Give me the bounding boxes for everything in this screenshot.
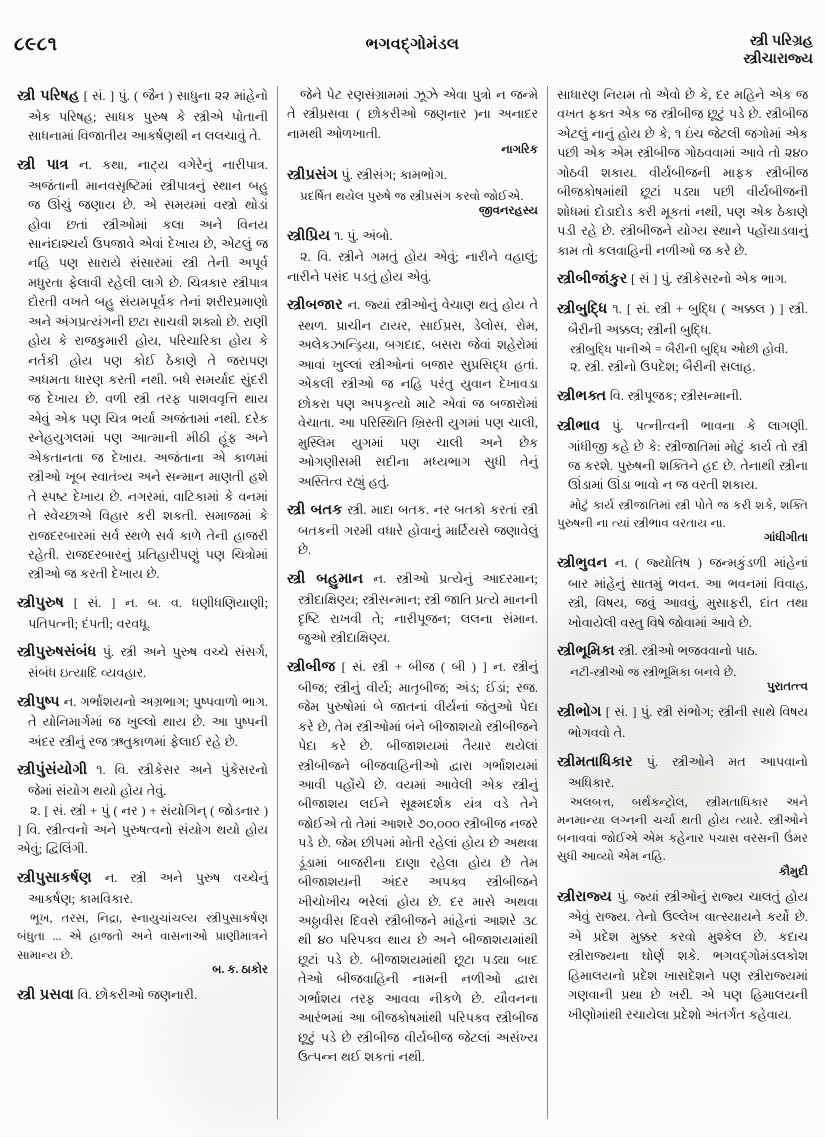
entry-headword: સ્ત્રીપુરુષસંબંધ	[17, 644, 97, 661]
entry-definition: પું. જ્યાં સ્ત્રીઓનું રાજ્ય ચાલતું હોય એવું રાજ્ય. તેનો ઉલ્લેખ વાત્સ્યાયને કર્યો છે. એ પ્રદેશ મુક્કર કરવો મુશ્કેલ છે. કદાચ સ્ત્રીરાજ્યના ઘોર્ણ શકે. ભગવદ્‌ગોમંડલકોશ હિમાલયનો પ્રદેશ ખાસદેશને પણ સ્ત્રીરાજ્યમાં ગણવાની પ્રથા છે ખરી. એ પણ હિમાલયની ખીણોમાંથી રચાયેલા પ્રદેશો અંતર્ગત કહેવાય.	[568, 889, 808, 1022]
entry-headword: સ્ત્રી પરિષહ	[17, 88, 80, 104]
citation-source: જીવનરહસ્ય	[478, 204, 538, 218]
citation-source: પુરાતત્ત્વ	[767, 680, 808, 694]
dictionary-entry	[557, 702, 808, 743]
entry-definition: પું. સ્ત્રી અને પુરુષ વચ્ચે સંસર્ગ, સંબંધ ઇત્યાદિ વ્યવહાર.	[28, 645, 268, 681]
entry-headword: સ્ત્રીપુષ્પ	[17, 693, 60, 710]
running-head	[0, 34, 825, 80]
entry-headword: સ્ત્રીપ્રસંગ	[287, 167, 338, 184]
entry-paragraph	[17, 86, 268, 147]
dictionary-entry	[557, 887, 808, 1026]
entry-headword: સ્ત્રીપુરુષ	[17, 594, 65, 611]
dictionary-entry	[557, 752, 808, 879]
text-column-3	[547, 86, 817, 1119]
entry-definition: [ સં. ] પું. ( જૈન ) સાધુના ૨૨ માંહેનો એક પરિષહ; સાધક પુરુષ કે સ્ત્રીએ પોતાની સાધનામાં વિજાતીય આકર્ષણથી ન લલચાવું તે.	[28, 89, 268, 144]
entry-sense-2: ૨. સ્ત્રી. સ્ત્રીનો ઉપદેશ; બૈરીની સલાહ.	[570, 360, 756, 375]
entry-citation: ભૂખ, તરસ, નિદ્રા, સ્નાયુચાંચલ્ય સ્ત્રીપુસાકર્ષણ બંધુતા ... એ હાજતો અને વાસનાઓ પ્રાણીમાત્રને સામાન્ય છે.	[17, 911, 268, 962]
entry-headword: સ્ત્રીબુદ્ધિ	[557, 300, 608, 317]
guide-word-last: સ્ત્રીચારાજ્ય	[743, 51, 813, 68]
text-body	[8, 86, 817, 1119]
entry-definition: સાધારણ નિયમ તો એવો છે કે, દર મહિને એક જ વખત ફક્ત એક જ સ્ત્રીબીજ છૂટું પડે છે. સ્ત્રીબીજ એટલું નાનું હોય છે કે, ૧ ઇંચ જેટલી જગોમાં એક પછી એક એમ સ્ત્રીબીજ ગોઠવવામાં આવે તો ૨૪૦ ગોઠવી શકાય. વીર્યબીજની માફક સ્ત્રીબીજ બીજકોષમાંથી છૂટાં પડ્યા પછી વીર્યબીજની શોધમાં દોડાદોડ કરી મૂકતાં નથી, પણ એક ઠેકાણે પડી રહે છે. સ્ત્રીબીજને યોગ્ય સ્થાને પહોંચાડવાનું કામ તો કલવાહિની નળીઓ જ કરે છે.	[557, 88, 808, 258]
entry-headword: સ્ત્રીપુંસંયોગી	[17, 762, 88, 779]
entry-paragraph	[557, 887, 808, 1026]
dictionary-entry	[287, 657, 538, 1068]
entry-definition: ૧. [ સં. સ્ત્રી + બુદ્ધિ ( અક્કલ ) ] સ્ત્રી. બૈરીની અક્કલ; સ્ત્રીની બુદ્ધિ.	[568, 301, 808, 337]
entry-headword: સ્ત્રીબીજ	[287, 658, 336, 675]
dictionary-entry	[557, 386, 808, 408]
entry-citation: અલબત્ત, બર્થકન્ટ્રોલ, સ્ત્રીમતાધિકાર અને મનમાન્યા લગ્નની ચર્ચા થતી હોય ત્યારે. સ્ત્રીઓને બનાવવાં જોઈએ એમ કહેનાર પચાસ વરસની ઉંમર સુધી આવ્યો એમ નહિ.	[557, 795, 808, 864]
entry-paragraph	[287, 500, 538, 561]
entry-definition: ન. ગર્ભાશયનો અગ્રભાગ; પુષ્પવાળો ભાગ. તે યોનિમાર્ગમાં જ ખુલ્લો થાય છે. આ પુષ્પની અંદર સ્ત્રીનું રજ ઋતુકાળમાં ફેલાઈ રહે છે.	[28, 694, 268, 749]
entry-paragraph	[287, 569, 538, 649]
entry-headword: સ્ત્રીભૂમિકા	[557, 643, 615, 660]
entry-headword: સ્ત્રીભક્ત	[557, 387, 607, 404]
entry-paragraph	[17, 155, 268, 585]
entry-definition: [ સં. ] પું. સ્ત્રી સંભોગ; સ્ત્રીની સાથે વિષય ભોગવવો તે.	[568, 705, 808, 741]
entry-paragraph	[17, 760, 268, 801]
dictionary-entry	[557, 641, 808, 694]
entry-citation: નટી-સ્ત્રીઓ જ સ્ત્રીભૂમિકા બનવે છે.	[570, 665, 737, 680]
dictionary-entry	[17, 985, 268, 1007]
entry-headword: સ્ત્રી બહુમાન	[287, 570, 364, 587]
entry-headword: સ્ત્રીબજાર	[287, 297, 343, 314]
dictionary-entry	[17, 86, 268, 147]
entry-paragraph	[287, 226, 538, 248]
dictionary-entry-continued	[287, 86, 538, 157]
dictionary-entry	[17, 642, 268, 683]
dictionary-entry	[17, 868, 268, 977]
entry-headword: સ્ત્રીમતાધિકાર	[557, 753, 633, 770]
entry-definition: [ સં. ] ન. બ. વ. ધણીધણિયાણી; પતિપત્ની; દંપતી; વરવધૂ.	[28, 595, 268, 631]
entry-definition: સ્ત્રી. માદા બતક. નર બતકો કરતાં સ્ત્રી બતકની ગરમી વધારે હોવાનું માર્ટિયસે જણાવેલું છે.	[298, 502, 538, 558]
entry-paragraph	[557, 702, 808, 743]
dictionary-entry	[557, 269, 808, 291]
entry-definition: પું. સ્ત્રીઓને મત આપવાનો અધિકાર.	[568, 754, 808, 790]
dictionary-entry	[287, 165, 538, 218]
entry-definition: ન. સ્ત્રીઓ પ્રત્યેનું આદરમાન; સ્ત્રીદાક્ષિણ્ય; સ્ત્રીસન્માન; સ્ત્રી જાતિ પ્રત્યે માનની દૃષ્ટિ રાખવી તે; નારીપૂજન; લલના સંમાન. જુઓ સ્ત્રીદાક્ષિણ્ય.	[298, 571, 538, 646]
entry-citation: સ્ત્રીબુદ્ધિ પાનીએ = બૈરીની બુદ્ધિ ઓછી હોવી.	[570, 342, 789, 357]
entry-paragraph	[557, 641, 808, 663]
dictionary-entry	[287, 569, 538, 649]
entry-definition: વિ. છોકરીઓ જણનારી.	[73, 987, 198, 1002]
entry-paragraph	[557, 752, 808, 793]
entry-definition: [ સં. સ્ત્રી + બીજ ( બી ) ] ન. સ્ત્રીનું બીજ; સ્ત્રીનું વીર્ય; માતૃબીજ; અંડ; ઈંડાં; રજ. જેમ પુરુષોમાં બે જાતનાં વીર્યનાં જંતુઓ પેદા કરે છે, તેમ સ્ત્રીઓમાં બંને બીજાશયો સ્ત્રીબીજને પેદા કરે છે. બીજાશયમાં તૈયાર થયેલાં સ્ત્રીબીજને બીજવાહિનીઓ દ્વારા ગર્ભાશયમાં આવી પહોંચે છે. વયમાં આવેલી એક સ્ત્રીનું બીજાશય લઈને સૂક્ષ્મદર્શક યંત્ર વડે તેને જોઈએ તો તેમાં આશરે ૭૦,૦૦૦ સ્ત્રીબીજ નજરે પડે છે. જેમ છીપમાં મોતી રહેલાં હોય છે અથવા ડૂંડામાં બાજરીના દાણા રહેલા હોય છે તેમ બીજાશયની અંદર અપક્વ સ્ત્રીબીજને ખીચોખીચ ભરેલાં હોય છે. દર માસે અથવા અઠ્ઠાવીસ દિવસે સ્ત્રીબીજને માંહેનાં આશરે ૩૮ થી ૪૦ પરિપક્વ થાય છે અને બીજાશયમાંથી છૂટાં પડે છે. બીજાશયમાંથી છૂટા પડ્યા બાદ તેઓ બીજવાહિની નામની નળીઓ દ્વારા ગર્ભાશય તરફ આવવા નીકળે છે. યૌવનના આરંભમાં આ બીજકોષમાંથી પરિપક્વ સ્ત્રીબીજ છૂટું પડે છે સ્ત્રીબીજ વીર્યબીજ જેટલાં અસંખ્ય ઉત્પન્ન થઈ શકતાં નથી.	[298, 659, 538, 1065]
entry-citation: મોટું કાર્ય સ્ત્રીજાતિમાં સ્ત્રી પોતે જ કરી શકે, શક્તિ પુરુષની ના ત્યાં સ્ત્રીભાવ વરતાય ના.	[557, 497, 808, 530]
dictionary-entry	[557, 299, 808, 378]
entry-paragraph	[557, 299, 808, 340]
entry-headword: સ્ત્રીભાવ	[557, 417, 600, 434]
dictionary-entry-continued	[557, 86, 808, 261]
citation-source: કૌમુદી	[778, 864, 808, 878]
entry-definition: ન. જ્યાં સ્ત્રીઓનું વેચાણ થતું હોય તે સ્થળ. પ્રાચીન ટાયર, સાઈપ્રસ, ડેલોસ, રોમ, અલેકઝાન્ડ્રિયા, બગદાદ, બસરા જેવાં શહેરોમાં આવાં ખુલ્લાં સ્ત્રીઓનાં બજાર સુપ્રસિદ્ધ હતાં. એકલી સ્ત્રીઓ જ નહિ પરંતુ યુવાન દેખાવડા છોકરા પણ અપકૃત્યો માટે એવાં જ બજારોમાં વેચાતા. આ પરિસ્થિતિ ખ્રિસ્તી યુગમાં પણ ચાલી, મુસ્લિમ યુગમાં પણ ચાલી અને છેક ઓગણીસમી સદીના મધ્યભાગ સુધી તેનું અસ્તિત્વ રહ્યું હતું.	[298, 298, 538, 489]
book-title: ભગવદ્‌ગોમંડલ	[365, 36, 460, 53]
dictionary-entry	[17, 155, 268, 585]
entry-definition: ન. કથા, નાટ્ય વગેરેનું નારીપાત્ર. અજંતાની માનવસૃષ્ટિમાં સ્ત્રીપાત્રનું સ્થાન બહુ જ ઊંચું જણાય છે. એ સમયમાં વસ્ત્રો થોડાં હોવા છતાં સ્ત્રીઓમાં કલા અને વિનય સાનંદાશ્ચર્ય ઉપજાવે એવાં દેખાય છે, એટલું જ નહિ પણ સારાયે સંસારમાં સ્ત્રી તેની અપૂર્વ મધુરતા ફેલાવી રહેલી લાગે છે. ચિત્રકાર સ્ત્રીપાત્ર દોરતી વખતે બહુ સંયમપૂર્વક તેનાં શરીરપ્રમાણો અને અંગપ્રત્યંગની છટા સાચવી શક્યો છે. રાણી હોય કે રાજકુમારી હોય, પરિચારિકા હોય કે નર્તકી હોય પણ કોઈ ઠેકાણે તે જરાપણ અધમતા ધારણ કરતી નથી. બધે સમર્યાદ સુંદરી જ દેખાય છે. વળી સ્ત્રી તરફ પાશવવૃત્તિ થાય એવું એક પણ ચિત્ર ભર્યા અજંતામાં નથી. દરેક સ્નેહયુગલમાં પણ આત્માની મીઠી હૂંફ અને એકતાનતા જ દેખાય. અજંતાના એ કાળમાં સ્ત્રીઓ ખૂબ સ્વાતંત્ર્ય અને સન્માન માણતી હશે તે સ્પષ્ટ દેખાય છે. નગરમાં, વાટિકામાં કે વનમાં તે સ્વેચ્છાએ વિહાર કરી શકતી. સમાજમાં કે રાજદરબારમાં સર્વ સ્થળે સર્વ કાળે તેની હાજરી રહેતી. રાજદરબારનું પ્રતિહારીપણું પણ ચિત્રોમાં સ્ત્રીઓ જ કરતી દેખાય છે.	[28, 157, 269, 582]
entry-definition: [ સં ] પું. સ્ત્રીકેસરનો એક ભાગ.	[627, 271, 788, 286]
entry-paragraph	[17, 868, 268, 909]
entry-headword: સ્ત્રીપ્રિય	[287, 228, 331, 245]
entry-headword: સ્ત્રીરાજ્ય	[557, 888, 612, 905]
dictionary-entry	[287, 295, 538, 492]
entry-headword: સ્ત્રીભુવન	[557, 555, 608, 572]
citation-source: ગાંધીગીતા	[764, 531, 808, 545]
entry-paragraph	[17, 985, 268, 1007]
text-column-1	[8, 86, 277, 1119]
entry-headword: સ્ત્રી પ્રસવા	[17, 986, 74, 1003]
entry-headword: સ્ત્રીબીજાંકુર	[557, 270, 628, 287]
entry-definition: ૧. વિ. સ્ત્રીકેસર અને પુંકેસરનો જેમાં સંયોગ થયો હોય તેવું.	[28, 763, 268, 799]
dictionary-entry	[287, 226, 538, 287]
dictionary-entry	[557, 416, 808, 545]
dictionary-entry	[17, 692, 268, 753]
entry-paragraph	[557, 416, 808, 496]
entry-headword: સ્ત્રીપુસાકર્ષણ	[17, 869, 92, 886]
entry-definition: વિ. સ્ત્રીપૂજક; સ્ત્રીસન્માની.	[606, 388, 743, 403]
entry-paragraph	[287, 165, 538, 187]
entry-paragraph	[287, 657, 538, 1068]
entry-headword: સ્ત્રી બતક	[287, 501, 343, 518]
entry-paragraph	[17, 642, 268, 683]
dictionary-entry	[17, 760, 268, 860]
dictionary-entry	[17, 593, 268, 634]
entry-headword: સ્ત્રી પાત્ર	[17, 156, 69, 173]
entry-definition: જેને પેટ રણસંગ્રામમાં ઝૂઝે એવા પુત્રો ન જન્મે તે સ્ત્રીપ્રસવા ( છોકરીઓ જણનાર )ના અનાદર નામથી ઓળખાતી.	[287, 88, 538, 141]
entry-headword: સ્ત્રીભોગ	[557, 704, 602, 721]
dictionary-entry	[557, 553, 808, 633]
text-column-2	[277, 86, 547, 1119]
entry-definition: પું. સ્ત્રીસંગ; કામભોગ.	[337, 168, 447, 183]
entry-paragraph	[17, 692, 268, 753]
entry-definition: પું. પત્નીત્વની ભાવના કે લાગણી. ગાંધીજી કહે છે કે: સ્ત્રીજાતિમાં મોટું કાર્ય તો સ્ત્રી જ કરશે. પુરુષની શક્તિને હદ છે. તેનાથી સ્ત્રીના ઊંડામાં ઊંડા ભાવો ન જ વરતી શકાય.	[568, 418, 808, 493]
entry-paragraph	[557, 386, 808, 408]
entry-paragraph	[287, 295, 538, 492]
citation-source: નાગરિક	[501, 143, 538, 157]
entry-definition: ન. ( જ્યોતિષ ) જન્મકુંડળી માંહેનાં બાર માંહેનું સાતમું ભવન. આ ભવનમાં વિવાહ, સ્ત્રી, વિષય, જવું આવવું, મુસાફરી, દાંત તથા ખોવાયેલી વસ્તુ વિષે જોવામાં આવે છે.	[568, 556, 808, 630]
entry-definition: સ્ત્રી. સ્ત્રીઓ ભજવવાનો પાઠ.	[614, 644, 758, 659]
entry-sense-2: ૨. [ સં. સ્ત્રી + પું ( નર ) + સંયોગિન્ ( જોડનાર ) ] વિ. સ્ત્રીત્વનો અને પુરુષત્વનો સંયોગ થયો હોય એવું; દ્વિલિંગી.	[17, 803, 268, 857]
guide-word-first: સ્ત્રી પરિગ્રહ	[749, 33, 813, 49]
entry-paragraph	[557, 269, 808, 291]
page-folio-number: ૮૯૮૧	[14, 34, 58, 55]
guide-words	[743, 32, 813, 68]
entry-sense-2: ૨. વિ. સ્ત્રીને ગમતું હોય એવું; નારીને વહાલું; નારીને પસંદ પડતું હોય એવું.	[287, 250, 538, 284]
entry-citation: પ્રદર્ષિત થયેલ પુરુષે જ સ્ત્રીપ્રસંગ કરવો જોઈએ.	[300, 189, 524, 204]
entry-definition: ૧. પું. અંબો.	[330, 229, 393, 244]
entry-paragraph	[557, 553, 808, 633]
dictionary-entry	[287, 500, 538, 561]
entry-definition: ન. સ્ત્રી અને પુરુષ વચ્ચેનું આકર્ષણ; કામવિકાર.	[28, 870, 268, 906]
citation-source: બ. ક. ઠાકોર	[212, 962, 268, 976]
entry-paragraph	[17, 593, 268, 634]
